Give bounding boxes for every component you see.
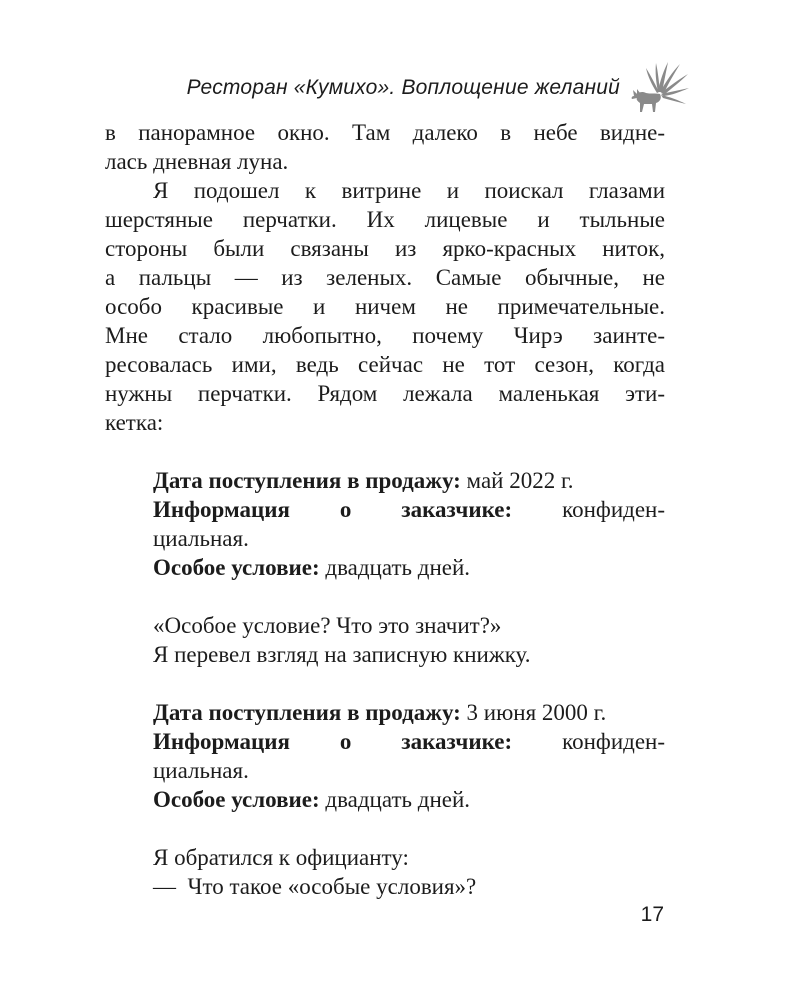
label-block-1 (105, 466, 665, 582)
running-head-title: Ресторан «Кумихо». Воплощение желаний (186, 76, 620, 99)
text-line: Мне стало любопытно, почему Чирэ заинте- (105, 323, 665, 348)
label-date-value: 3 июня 2000 г. (460, 700, 607, 725)
dialogue-line: — Что такое «особые условия»? (153, 874, 477, 899)
label-date-value: май 2022 г. (460, 468, 574, 493)
dialogue-line: Я обратился к официанту: (153, 845, 409, 870)
label-customer-label: Информация о заказчике: (153, 729, 513, 754)
label-date-label: Дата поступления в продажу: (153, 700, 461, 725)
label-condition-value: двадцать дней. (319, 555, 471, 580)
label-condition-value: двадцать дней. (319, 787, 471, 812)
body-text (105, 118, 665, 901)
text-line: в панорамное окно. Там далеко в небе видне- (105, 120, 665, 145)
label-customer-value: конфиден- (562, 497, 666, 522)
text-line: лась дневная луна. (105, 149, 289, 174)
label-customer-value: конфиден- (562, 729, 666, 754)
label-customer-line (153, 495, 665, 524)
label-customer-value-cont: циальная. (153, 758, 249, 783)
text-line: а пальцы — из зеленых. Самые обычные, не (105, 265, 665, 290)
dialogue-line: Я перевел взгляд на записную книжку. (153, 642, 531, 667)
text-line: кетка: (105, 410, 164, 435)
label-customer-value-cont: циальная. (153, 526, 249, 551)
label-condition-line (153, 553, 665, 582)
label-condition-line (153, 785, 665, 814)
label-customer-label: Информация о заказчике: (153, 497, 513, 522)
label-customer-line (153, 727, 665, 756)
label-date-line (153, 698, 665, 727)
text-line: особо красивые и ничем не примечательные. (105, 294, 665, 319)
page-number: 17 (640, 903, 664, 926)
paragraph-1 (105, 118, 665, 176)
label-date-label: Дата поступления в продажу: (153, 468, 461, 493)
text-line: ресовалась ими, ведь сейчас не тот сезон, когда (105, 352, 665, 377)
label-block-2 (105, 698, 665, 814)
text-line: стороны были связаны из ярко-красных ниток, (105, 236, 665, 261)
text-line: Я подошел к витрине и поискал глазами (153, 178, 665, 203)
label-date-line (153, 466, 665, 495)
label-condition-label: Особое условие: (153, 787, 320, 812)
dialogue-line: «Особое условие? Что это значит?» (153, 613, 502, 638)
nine-tailed-fox-icon (628, 58, 690, 114)
label-condition-label: Особое условие: (153, 555, 320, 580)
paragraph-2 (105, 176, 665, 437)
dialogue-block-2 (105, 843, 665, 901)
text-line: нужны перчатки. Рядом лежала маленькая эти- (105, 381, 665, 406)
text-line: шерстяные перчатки. Их лицевые и тыльные (105, 207, 665, 232)
dialogue-block-1 (105, 611, 665, 669)
